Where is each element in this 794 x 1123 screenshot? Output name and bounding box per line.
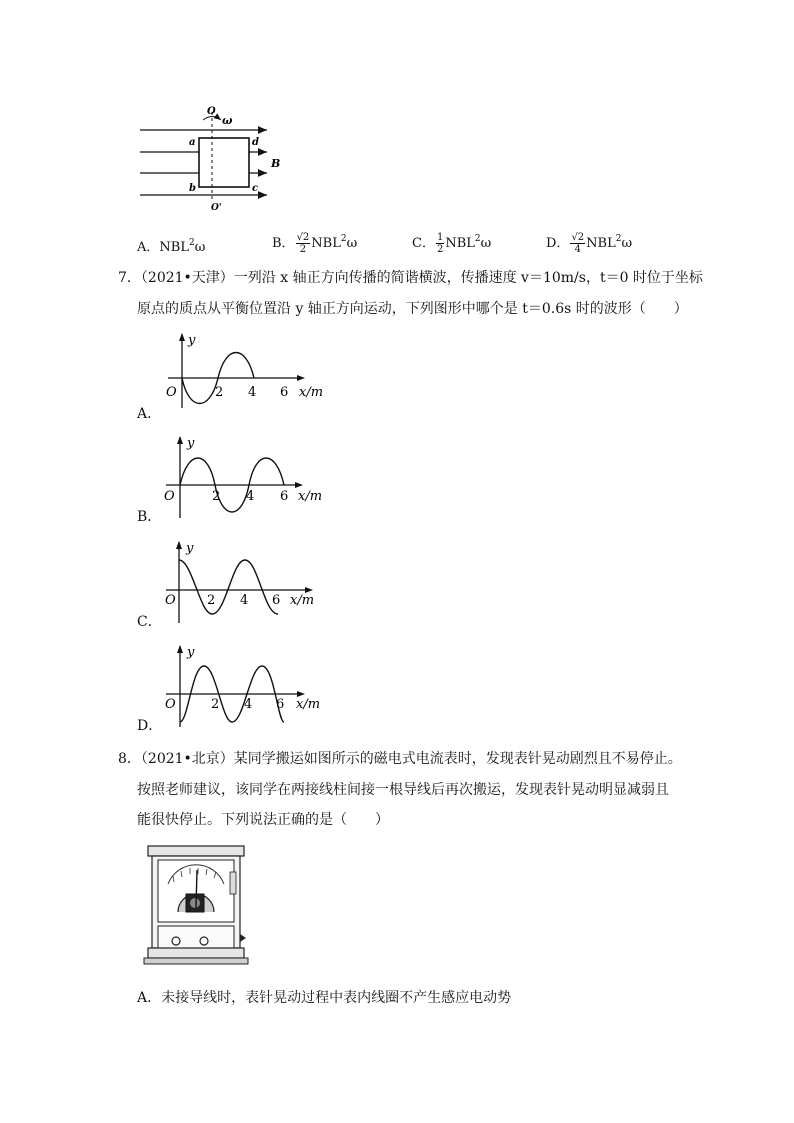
coil-rect [199,138,249,187]
label-omega: ω [222,114,233,127]
q6-option-a[interactable]: A．NBL$^2$ω [137,238,206,255]
label-b: b [189,183,196,194]
svg-text:6: 6 [276,697,285,712]
fraction: $\frac{√2}{2}$ [296,232,310,255]
q7-option-c[interactable]: C． [137,614,162,630]
svg-text:4: 4 [246,489,255,504]
wave-graph-b [160,433,340,518]
svg-text:4: 4 [248,385,257,400]
wave-graph-d [160,642,340,727]
q6-option-b[interactable]: B． $\frac{√2}{2}$ NBL$^2$ω [272,232,358,255]
svg-text:2: 2 [215,385,224,400]
q7-option-b[interactable]: B． [137,509,162,525]
q7-option-a[interactable]: A． [137,406,162,422]
svg-text:y: y [187,436,195,451]
ammeter-illustration [140,842,252,972]
svg-text:x/m: x/m [296,697,321,712]
svg-text:x/m: x/m [298,489,323,504]
svg-text:O: O [166,385,177,400]
svg-text:O: O [164,489,175,504]
q6-option-c[interactable]: C． $\frac{1}{2}$ NBL$^2$ω [412,232,492,255]
q6-option-d[interactable]: D． $\frac{√2}{4}$ NBL$^2$ω [546,232,633,255]
svg-text:O: O [165,697,176,712]
svg-text:2: 2 [207,593,216,608]
svg-text:2: 2 [212,489,221,504]
fraction: $\frac{1}{2}$ [436,232,444,255]
svg-text:x/m: x/m [299,385,324,400]
svg-text:y: y [188,333,196,348]
svg-text:2: 2 [211,697,220,712]
wave-graph-c [160,538,340,623]
q7-option-d[interactable]: D． [137,718,163,734]
svg-text:x/m: x/m [290,593,315,608]
q7-stem-line2: 原点的质点从平衡位置沿 y 轴正方向运动，下列图形中哪个是 t＝0.6s 时的波形（ ） [137,301,688,317]
q7-stem-line1: 7．（2021•天津）一列沿 x 轴正方向传播的简谐横波，传播速度 v＝10m/s，t＝0 时位于坐标 [118,270,703,286]
svg-text:4: 4 [240,593,249,608]
svg-text:6: 6 [280,385,289,400]
coil-figure [135,100,295,212]
svg-text:O: O [165,593,176,608]
q8-option-a[interactable]: A．未接导线时，表针晃动过程中表内线圈不产生感应电动势 [137,990,512,1006]
label-O-top: O [207,106,216,117]
label-a: a [189,137,196,148]
q8-stem-line2: 按照老师建议，该同学在两接线柱间接一根导线后再次搬运，发现表针晃动明显减弱且 [137,782,669,798]
svg-text:y: y [187,645,195,660]
label-c: c [252,183,259,194]
svg-text:6: 6 [272,593,281,608]
svg-text:6: 6 [280,489,289,504]
q8-stem-line3: 能很快停止。下列说法正确的是（ ） [137,812,389,828]
label-B: B [271,157,281,170]
label-d: d [252,137,259,148]
svg-text:4: 4 [244,697,253,712]
label-O-bottom: O' [211,203,222,212]
fraction: $\frac{√2}{4}$ [571,232,585,255]
svg-text:y: y [186,541,194,556]
wave-graph-a [160,330,340,410]
q8-stem-line1: 8．（2021•北京）某同学搬运如图所示的磁电式电流表时，发现表针晃动剧烈且不易停止。 [118,751,682,767]
